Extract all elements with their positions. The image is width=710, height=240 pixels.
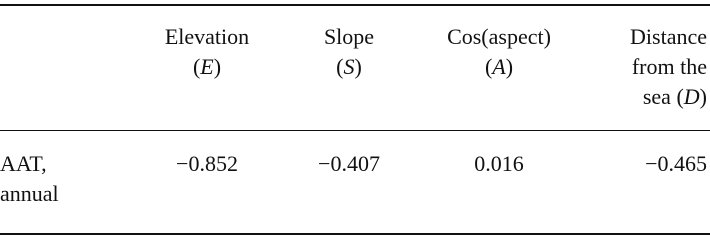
row-label-line1: AAT, — [0, 151, 47, 176]
header-distance-sea — [567, 22, 707, 112]
header-cos-aspect — [424, 22, 574, 82]
header-cos-aspect-label: Cos(aspect) — [447, 24, 551, 49]
header-elevation-symbol: (E) — [192, 54, 222, 79]
header-distance-symbol: sea (D) — [642, 84, 707, 109]
header-distance-line2: from the — [631, 54, 707, 79]
value-distance-sea: −0.465 — [645, 151, 707, 176]
table-top-rule — [0, 4, 710, 6]
header-slope-label: Slope — [323, 24, 375, 49]
header-slope-symbol: (S) — [336, 54, 362, 79]
header-elevation — [132, 22, 282, 82]
value-cos-aspect: 0.016 — [474, 151, 524, 176]
header-distance-line1: Distance — [630, 24, 707, 49]
header-cos-aspect-symbol: (A) — [484, 54, 514, 79]
row-label-line2: annual — [0, 181, 59, 206]
value-elevation: −0.852 — [176, 151, 238, 176]
row-label-aat-annual — [0, 149, 59, 209]
header-slope — [274, 22, 424, 82]
table-header-rule — [0, 130, 710, 131]
table-bottom-rule — [0, 233, 710, 235]
value-slope: −0.407 — [318, 151, 380, 176]
header-elevation-label: Elevation — [164, 24, 250, 49]
